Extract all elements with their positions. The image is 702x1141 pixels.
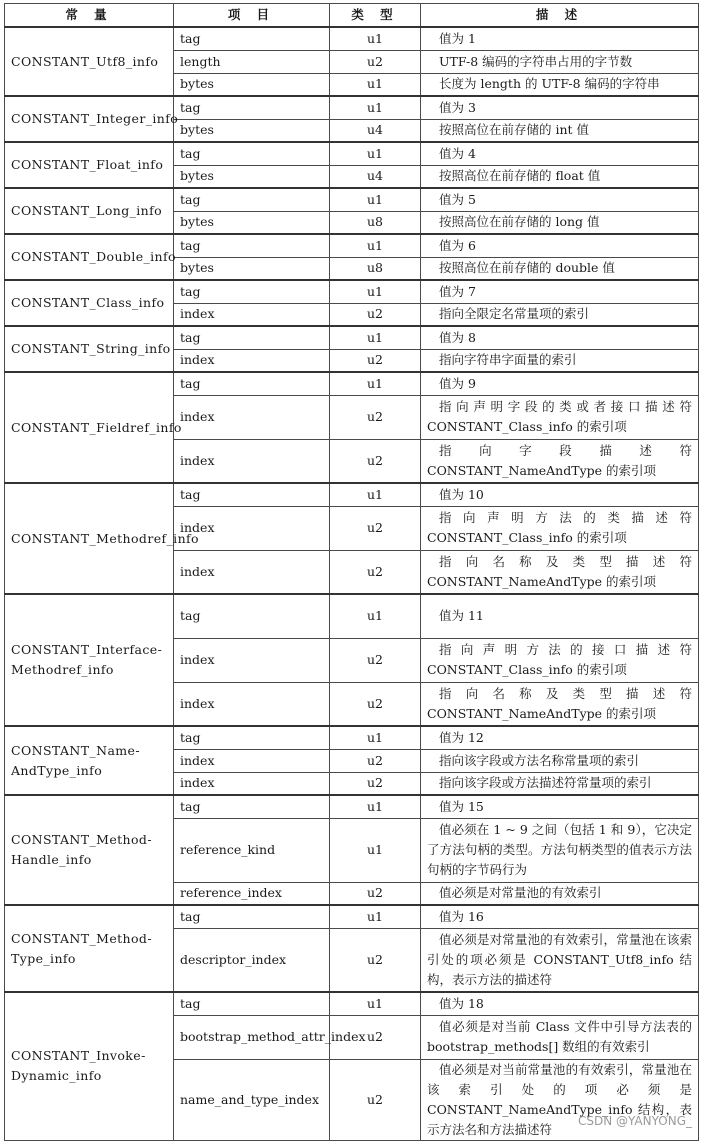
type-cell: u1 xyxy=(330,594,421,638)
description-cell xyxy=(421,27,699,50)
description-text: 值为 3 xyxy=(439,99,476,115)
header-constant: 常 量 xyxy=(5,4,174,28)
item-cell: bytes xyxy=(174,119,330,142)
type-cell: u1 xyxy=(330,905,421,928)
item-cell: index xyxy=(174,682,330,726)
table-row xyxy=(5,483,699,506)
item-cell: index xyxy=(174,749,330,772)
description-text: 指向声明方法的类描述符 CONSTANT_Class_info 的索引项 xyxy=(427,510,692,545)
description-text: 按照高位在前存储的 long 值 xyxy=(439,214,600,230)
description-cell xyxy=(421,142,699,165)
description-text: 值为 1 xyxy=(439,30,476,46)
description-cell xyxy=(421,234,699,257)
item-cell: tag xyxy=(174,142,330,165)
description-text: 值为 15 xyxy=(439,798,484,814)
description-cell xyxy=(421,96,699,119)
description-text: 值为 6 xyxy=(439,237,476,253)
table-row xyxy=(5,795,699,818)
item-cell: bytes xyxy=(174,73,330,96)
item-cell: descriptor_index xyxy=(174,928,330,992)
description-cell xyxy=(421,349,699,372)
type-cell: u1 xyxy=(330,142,421,165)
type-cell: u2 xyxy=(330,638,421,682)
constant-name-cell: CONSTANT_Integer_info xyxy=(5,96,174,142)
description-cell xyxy=(421,483,699,506)
constant-pool-table-page xyxy=(4,3,698,1141)
description-text: 值必须是对常量池的有效索引，常量池在该索引处的项必须是 CONSTANT_Utf8_info 结构，表示方法的描述符 xyxy=(427,931,692,987)
description-text: 指向声明方法的接口描述符 CONSTANT_Class_info 的索引项 xyxy=(427,642,692,677)
description-cell xyxy=(421,165,699,188)
type-cell: u2 xyxy=(330,349,421,372)
table-header xyxy=(5,4,699,28)
item-cell: index xyxy=(174,395,330,439)
description-cell xyxy=(421,992,699,1015)
type-cell: u4 xyxy=(330,119,421,142)
item-cell: tag xyxy=(174,188,330,211)
description-cell xyxy=(421,73,699,96)
description-cell xyxy=(421,594,699,638)
description-cell xyxy=(421,50,699,73)
item-cell: bytes xyxy=(174,211,330,234)
constant-name-cell: CONSTANT_Fieldref_info xyxy=(5,372,174,483)
table-body xyxy=(5,27,699,1140)
item-cell: bootstrap_method_attr_index xyxy=(174,1015,330,1059)
description-cell xyxy=(421,188,699,211)
description-cell xyxy=(421,439,699,483)
item-cell: tag xyxy=(174,992,330,1015)
item-cell: index xyxy=(174,506,330,550)
type-cell: u1 xyxy=(330,73,421,96)
table-row xyxy=(5,234,699,257)
constant-name-cell: CONSTANT_Invoke-Dynamic_info xyxy=(5,992,174,1140)
description-cell xyxy=(421,882,699,905)
item-cell: tag xyxy=(174,326,330,349)
description-text: 值为 18 xyxy=(439,995,484,1011)
item-cell: bytes xyxy=(174,257,330,280)
table-row xyxy=(5,594,699,638)
header-type: 类 型 xyxy=(330,4,421,28)
description-cell xyxy=(421,372,699,395)
item-cell: tag xyxy=(174,280,330,303)
description-text: 指向名称及类型描述符 CONSTANT_NameAndType 的索引项 xyxy=(427,553,692,589)
description-text: 值为 11 xyxy=(439,608,484,624)
item-cell: index xyxy=(174,772,330,795)
description-text: 值必须是对当前 Class 文件中引导方法表的 bootstrap_methods[] 数组的有效索引 xyxy=(427,1019,692,1054)
item-cell: tag xyxy=(174,483,330,506)
item-cell: tag xyxy=(174,594,330,638)
type-cell: u1 xyxy=(330,795,421,818)
type-cell: u1 xyxy=(330,372,421,395)
description-cell xyxy=(421,749,699,772)
type-cell: u1 xyxy=(330,992,421,1015)
type-cell: u1 xyxy=(330,234,421,257)
description-text: 值为 8 xyxy=(439,329,476,345)
description-cell xyxy=(421,795,699,818)
type-cell: u2 xyxy=(330,1015,421,1059)
description-cell xyxy=(421,211,699,234)
type-cell: u2 xyxy=(330,303,421,326)
item-cell: length xyxy=(174,50,330,73)
description-cell xyxy=(421,682,699,726)
description-cell xyxy=(421,550,699,594)
header-description: 描 述 xyxy=(421,4,699,28)
description-text: 按照高位在前存储的 int 值 xyxy=(439,122,590,138)
item-cell: tag xyxy=(174,905,330,928)
type-cell: u2 xyxy=(330,439,421,483)
item-cell: tag xyxy=(174,96,330,119)
table-row xyxy=(5,326,699,349)
constant-name-cell: CONSTANT_Double_info xyxy=(5,234,174,280)
type-cell: u4 xyxy=(330,165,421,188)
description-cell xyxy=(421,326,699,349)
description-text: 值必须是对当前常量池的有效索引，常量池在该索引处的项必须是 CONSTANT_NameAndType_info 结构，表示方法名和方法描述符 xyxy=(427,1061,692,1137)
type-cell: u2 xyxy=(330,749,421,772)
description-cell xyxy=(421,280,699,303)
constant-name-cell: CONSTANT_Method-Type_info xyxy=(5,905,174,992)
constant-name-cell: CONSTANT_Utf8_info xyxy=(5,27,174,96)
description-text: 指向字符串字面量的索引 xyxy=(439,352,577,368)
description-text: 值为 12 xyxy=(439,729,484,745)
description-text: 值为 5 xyxy=(439,191,476,207)
type-cell: u2 xyxy=(330,395,421,439)
type-cell: u2 xyxy=(330,682,421,726)
description-cell xyxy=(421,303,699,326)
type-cell: u8 xyxy=(330,211,421,234)
constant-name-cell: CONSTANT_Method-Handle_info xyxy=(5,795,174,905)
description-cell xyxy=(421,395,699,439)
item-cell: index xyxy=(174,638,330,682)
item-cell: index xyxy=(174,349,330,372)
description-cell xyxy=(421,257,699,280)
item-cell: tag xyxy=(174,795,330,818)
watermark: CSDN @YANYONG_ xyxy=(577,1114,692,1128)
type-cell: u1 xyxy=(330,483,421,506)
type-cell: u1 xyxy=(330,726,421,749)
item-cell: index xyxy=(174,550,330,594)
constant-name-cell: CONSTANT_Name-AndType_info xyxy=(5,726,174,795)
description-text: 值必须是对常量池的有效索引 xyxy=(439,885,602,901)
type-cell: u1 xyxy=(330,818,421,882)
constant-name-cell: CONSTANT_Long_info xyxy=(5,188,174,234)
table-row xyxy=(5,142,699,165)
table-row xyxy=(5,726,699,749)
description-cell xyxy=(421,638,699,682)
table-row xyxy=(5,96,699,119)
item-cell: reference_index xyxy=(174,882,330,905)
description-text: 指向声明字段的类或者接口描述符 CONSTANT_Class_info 的索引项 xyxy=(427,399,692,434)
header-row xyxy=(5,4,699,28)
type-cell: u2 xyxy=(330,928,421,992)
item-cell: tag xyxy=(174,234,330,257)
type-cell: u1 xyxy=(330,188,421,211)
type-cell: u2 xyxy=(330,882,421,905)
item-cell: tag xyxy=(174,27,330,50)
description-text: 指向名称及类型描述符 CONSTANT_NameAndType 的索引项 xyxy=(427,685,692,721)
description-cell xyxy=(421,905,699,928)
description-text: 长度为 length 的 UTF-8 编码的字符串 xyxy=(439,76,660,92)
type-cell: u2 xyxy=(330,506,421,550)
description-text: 指向该字段或方法描述符常量项的索引 xyxy=(439,775,652,791)
type-cell: u8 xyxy=(330,257,421,280)
description-text: 值为 9 xyxy=(439,375,476,391)
description-text: UTF-8 编码的字符串占用的字节数 xyxy=(439,53,633,69)
description-cell xyxy=(421,772,699,795)
table-row xyxy=(5,992,699,1015)
constant-name-cell: CONSTANT_Methodref_info xyxy=(5,483,174,594)
type-cell: u1 xyxy=(330,326,421,349)
description-cell xyxy=(421,119,699,142)
constant-name-cell: CONSTANT_Class_info xyxy=(5,280,174,326)
item-cell: tag xyxy=(174,726,330,749)
description-text: 按照高位在前存储的 double 值 xyxy=(439,260,615,276)
description-text: 指向字段描述符 CONSTANT_NameAndType 的索引项 xyxy=(427,442,692,478)
description-text: 值必须在 1 ~ 9 之间（包括 1 和 9），它决定了方法句柄的类型。方法句柄类型的值表示方法句柄的字节码行为 xyxy=(427,822,692,877)
item-cell: index xyxy=(174,439,330,483)
table-row xyxy=(5,27,699,50)
description-cell xyxy=(421,1015,699,1059)
constant-name-cell: CONSTANT_Interface-Methodref_info xyxy=(5,594,174,726)
type-cell: u2 xyxy=(330,550,421,594)
table-row xyxy=(5,280,699,303)
type-cell: u1 xyxy=(330,280,421,303)
item-cell: index xyxy=(174,303,330,326)
description-text: 值为 16 xyxy=(439,908,484,924)
constant-pool-table xyxy=(4,3,699,1141)
description-cell xyxy=(421,726,699,749)
type-cell: u2 xyxy=(330,772,421,795)
type-cell: u1 xyxy=(330,27,421,50)
description-cell xyxy=(421,818,699,882)
description-text: 值为 7 xyxy=(439,283,476,299)
table-row xyxy=(5,372,699,395)
description-text: 指向全限定名常量项的索引 xyxy=(439,306,590,322)
type-cell: u2 xyxy=(330,50,421,73)
description-cell xyxy=(421,506,699,550)
header-item: 项 目 xyxy=(174,4,330,28)
description-text: 值为 4 xyxy=(439,145,476,161)
item-cell: name_and_type_index xyxy=(174,1059,330,1140)
item-cell: bytes xyxy=(174,165,330,188)
constant-name-cell: CONSTANT_String_info xyxy=(5,326,174,372)
description-text: 值为 10 xyxy=(439,486,484,502)
table-row xyxy=(5,188,699,211)
table-row xyxy=(5,905,699,928)
item-cell: reference_kind xyxy=(174,818,330,882)
description-text: 指向该字段或方法名称常量项的索引 xyxy=(439,752,640,768)
type-cell: u2 xyxy=(330,1059,421,1140)
type-cell: u1 xyxy=(330,96,421,119)
constant-name-cell: CONSTANT_Float_info xyxy=(5,142,174,188)
item-cell: tag xyxy=(174,372,330,395)
description-cell xyxy=(421,928,699,992)
description-text: 按照高位在前存储的 float 值 xyxy=(439,168,601,184)
